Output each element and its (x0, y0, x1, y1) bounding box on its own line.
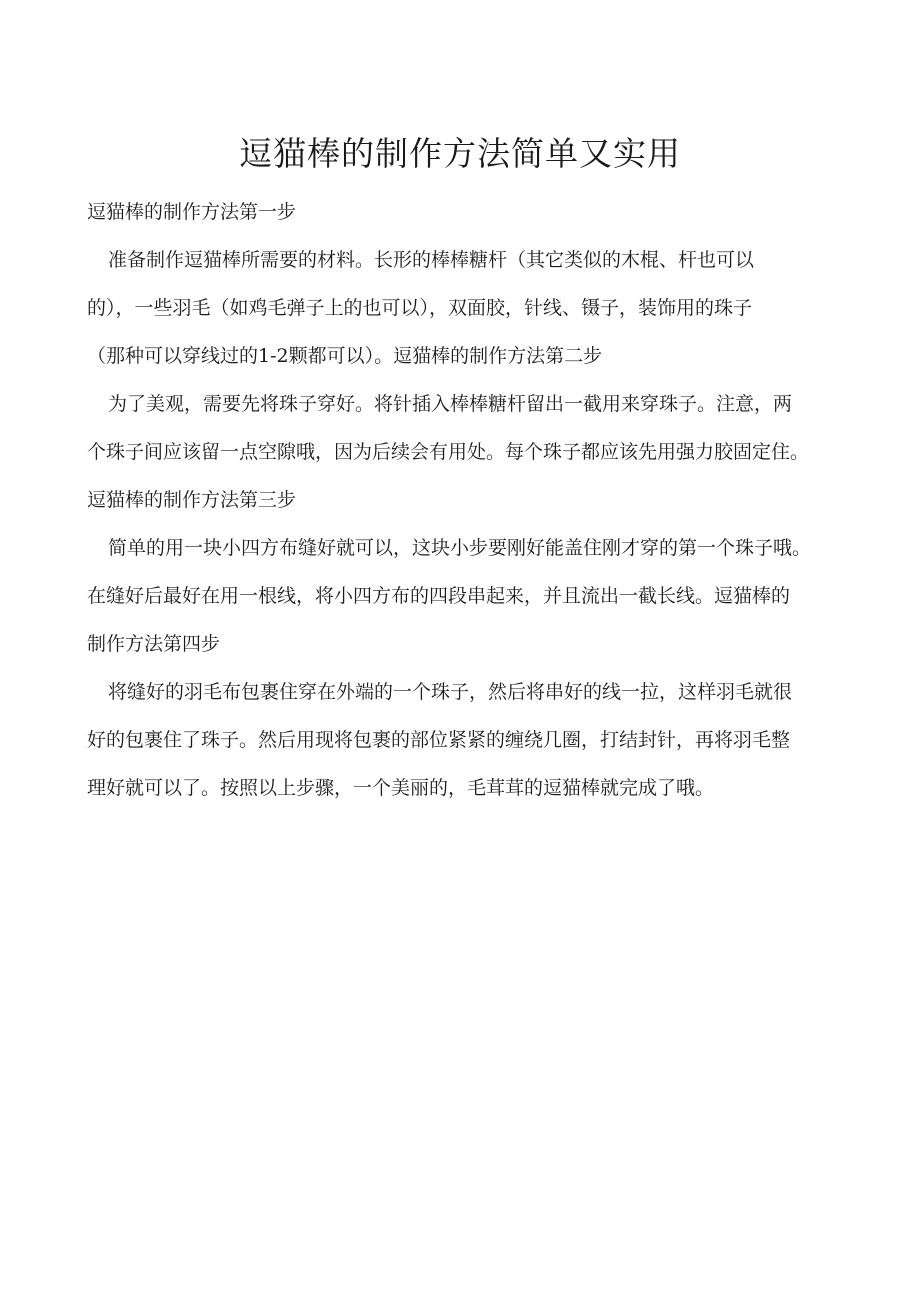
text-line: （那种可以穿线过的1-2颗都可以）。逗猫棒的制作方法第二步 (87, 345, 603, 367)
text-line: 个珠子间应该留一点空隙哦，因为后续会有用处。每个珠子都应该先用强力胶固定住。 (87, 441, 810, 463)
text-line: 的），一些羽毛（如鸡毛弹子上的也可以），双面胶，针线、镊子，装饰用的珠子 (87, 297, 753, 319)
page-title: 逗猫棒的制作方法简单又实用 (239, 134, 681, 173)
text-line: 制作方法第四步 (87, 633, 221, 655)
text-line: 逗猫棒的制作方法第一步 (87, 201, 297, 223)
text-line: 为了美观，需要先将珠子穿好。将针插入棒棒糖杆留出一截用来穿珠子。注意，两 (108, 393, 793, 415)
text-line: 将缝好的羽毛布包裹住穿在外端的一个珠子，然后将串好的线一拉，这样羽毛就很 (108, 681, 793, 703)
text-line: 准备制作逗猫棒所需要的材料。长形的棒棒糖杆（其它类似的木棍、杆也可以 (108, 249, 755, 271)
text-line: 好的包裹住了珠子。然后用现将包裹的部位紧紧的缠绕几圈，打结封针，再将羽毛整 (87, 729, 791, 751)
text-line: 理好就可以了。按照以上步骤，一个美丽的，毛茸茸的逗猫棒就完成了哦。 (87, 777, 715, 799)
text-line: 简单的用一块小四方布缝好就可以，这块小步要刚好能盖住刚才穿的第一个珠子哦。 (108, 537, 812, 559)
text-line: 在缝好后最好在用一根线，将小四方布的四段串起来，并且流出一截长线。逗猫棒的 (87, 585, 791, 607)
text-line: 逗猫棒的制作方法第三步 (87, 489, 297, 511)
document-body (87, 188, 837, 812)
